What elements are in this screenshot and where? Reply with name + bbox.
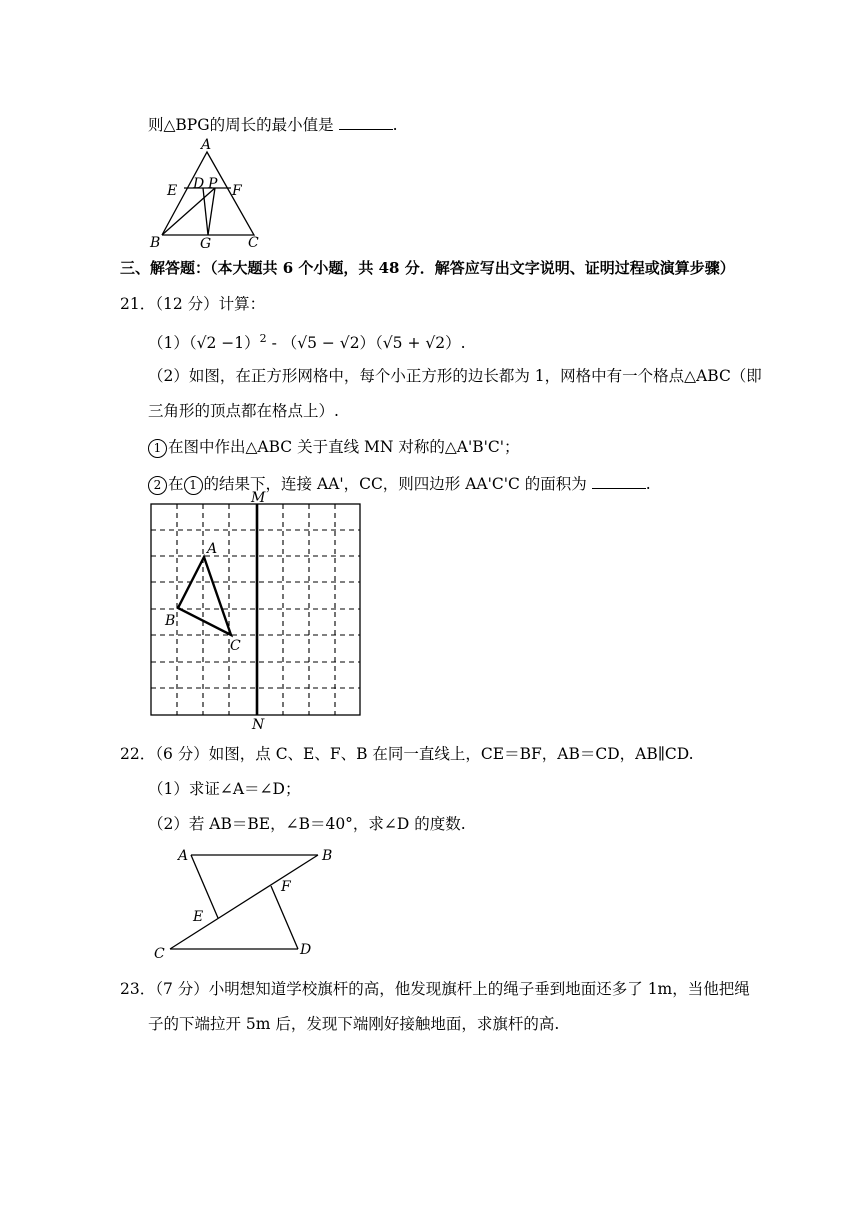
fig20-label-g: G xyxy=(200,236,212,252)
fig20-label-b: B xyxy=(150,235,161,251)
circled-number: 1 xyxy=(148,439,167,458)
q21-part2-line1: （2）如图，在正方形网格中，每个小正方形的边长都为 1，网格中有一个格点△ABC（即 xyxy=(148,367,762,385)
q21-sub2-b: 的结果下，连接 AA'，CC，则四边形 AA'C'C 的面积为 xyxy=(203,475,587,493)
fig21-label-n: N xyxy=(252,717,265,733)
fig20-label-e: E xyxy=(167,183,178,199)
fig20-label-p: P xyxy=(208,176,218,192)
q21-sub1-text: 在图中作出△ABC 关于直线 MN 对称的△A'B'C'； xyxy=(168,438,520,456)
circled-number: 2 xyxy=(148,476,167,495)
fig21-label-c: C xyxy=(230,638,241,654)
q21-p1-sup: 2 xyxy=(259,332,267,345)
q21-part2-line2: 三角形的顶点都在格点上）. xyxy=(148,402,339,420)
fig22-label-d: D xyxy=(300,942,312,958)
fig22-label-e: E xyxy=(193,909,204,925)
q20-end: . xyxy=(392,116,398,134)
q21-sub2-a: 在 xyxy=(168,475,184,493)
fig22-label-f: F xyxy=(281,879,291,895)
q22-part1: （1）求证∠A＝∠D； xyxy=(148,780,301,798)
fig21-label-m: M xyxy=(251,490,266,506)
q22-part2: （2）若 AB＝BE，∠B＝40°，求∠D 的度数. xyxy=(148,815,466,833)
q22-head: 22．（6 分）如图，点 C、E、F、B 在同一直线上，CE＝BF，AB＝CD，AB∥CD. xyxy=(120,745,694,763)
q21-p1-rest: - （√5 − √2）（√5 + √2）. xyxy=(266,334,466,353)
section-title: 三、解答题：（本大题共 6 个小题，共 48 分．解答应写出文字说明、证明过程或演算步骤） xyxy=(120,259,735,277)
fig21-label-b: B xyxy=(165,613,176,629)
circled-number-inline: 1 xyxy=(184,476,203,495)
q21-head: 21．（12 分）计算： xyxy=(120,295,266,313)
q21-p1-prefix: （1）（ xyxy=(148,334,197,353)
fig22-label-a: A xyxy=(178,848,189,864)
q23-line2: 子的下端拉开 5m 后，发现下端刚好接触地面，求旗杆的高. xyxy=(148,1015,560,1033)
fig20-label-d: D xyxy=(193,176,205,192)
q21-sub2-end: . xyxy=(645,475,651,493)
q20-text-main: 则△BPG的周长的最小值是 xyxy=(148,116,334,134)
fig20-label-a: A xyxy=(201,137,212,153)
q21-p1-math: √2 −1） xyxy=(196,334,260,353)
fig21-label-a: A xyxy=(207,541,218,557)
q23-line1: 23．（7 分）小明想知道学校旗杆的高，他发现旗杆上的绳子垂到地面还多了 1m，当他把绳 xyxy=(120,980,750,998)
fig22-label-b: B xyxy=(322,848,333,864)
fig20-label-f: F xyxy=(232,183,242,199)
fig22-label-c: C xyxy=(154,946,165,962)
fig20-label-c: C xyxy=(248,235,259,251)
